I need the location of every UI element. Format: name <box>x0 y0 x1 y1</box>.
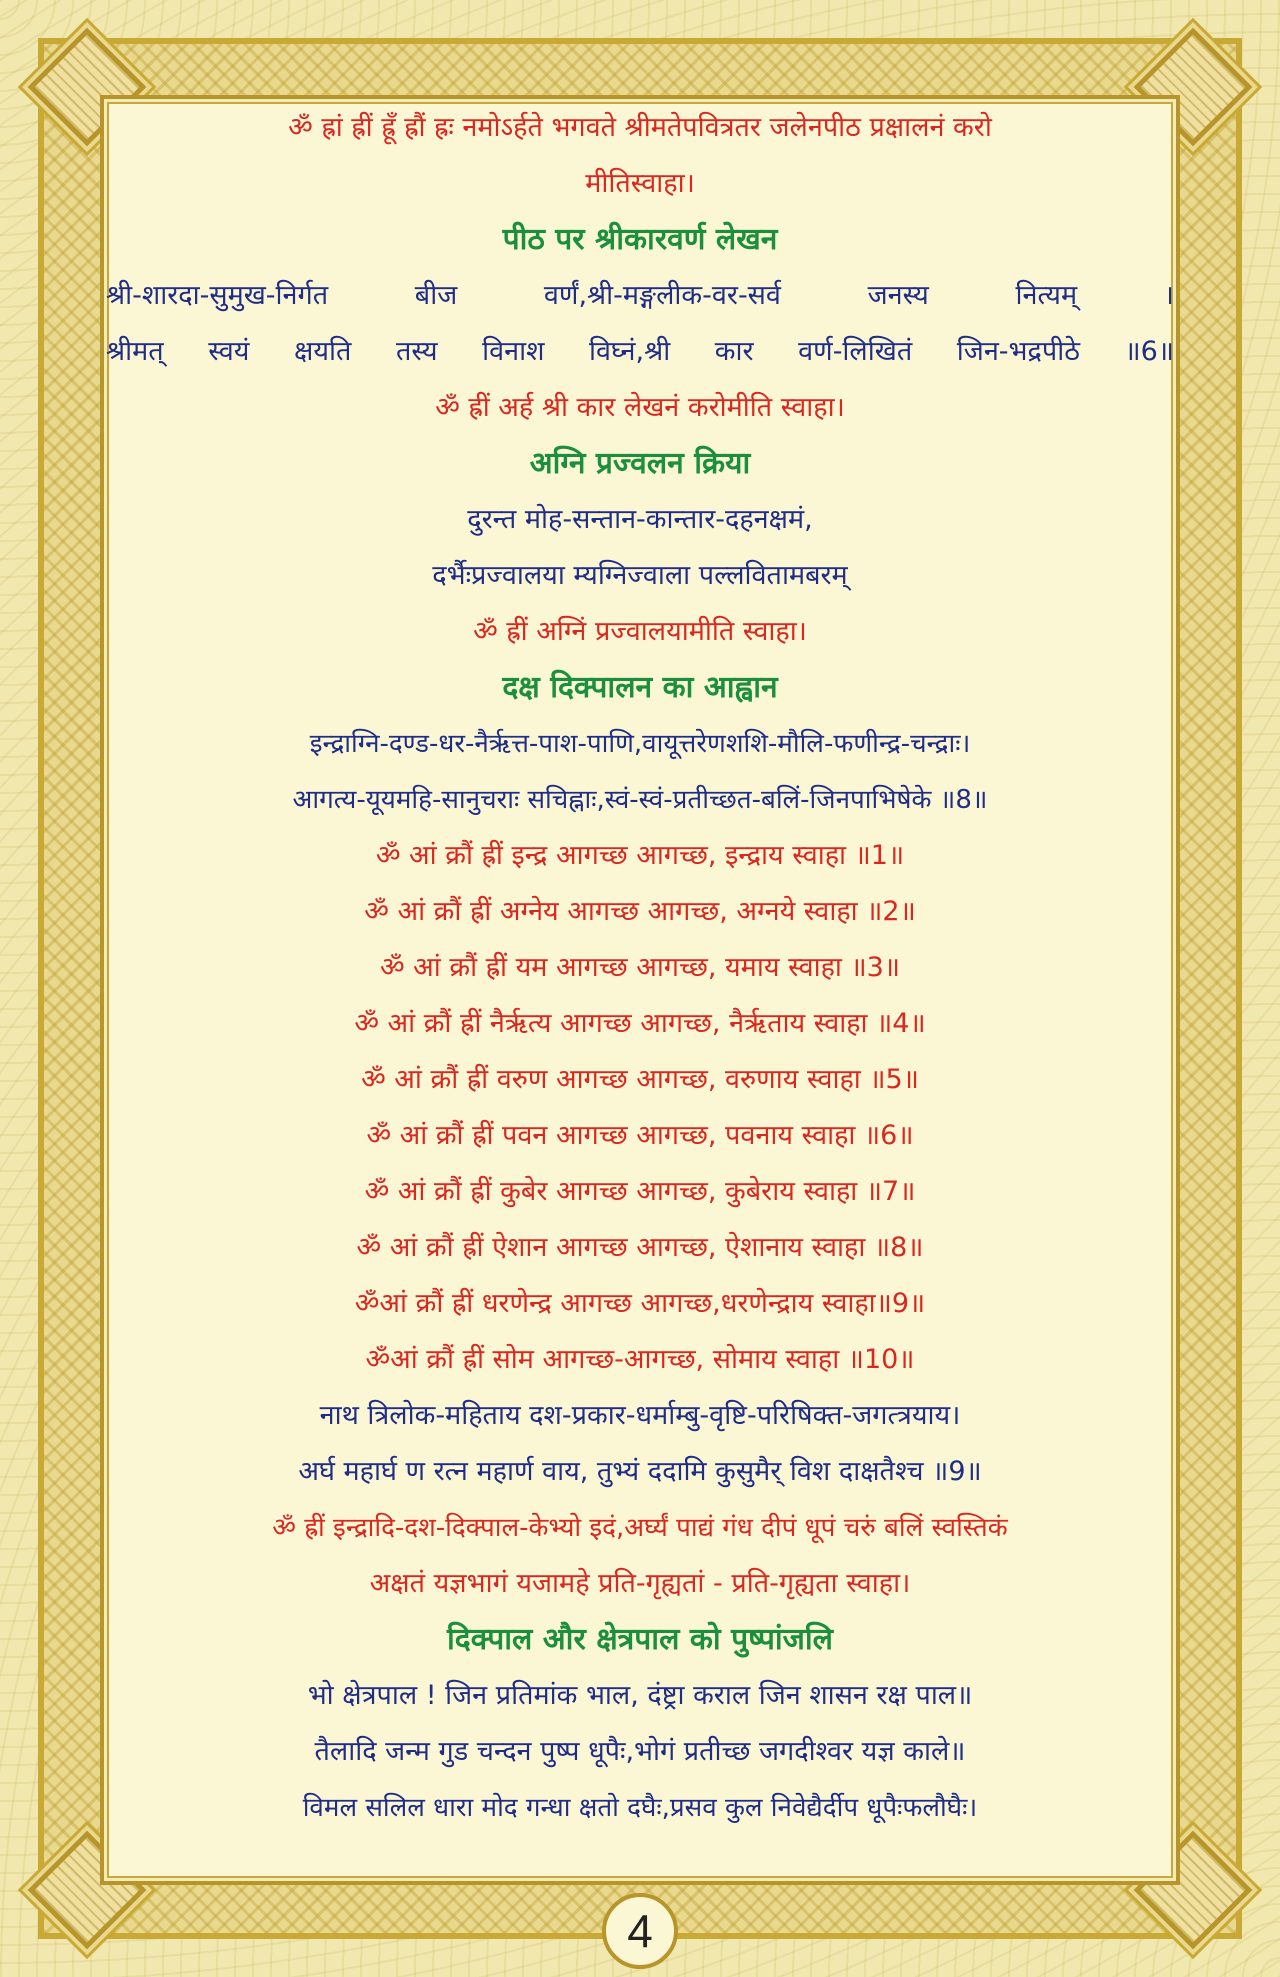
mantra-line: ॐ आं क्रौं ह्रीं यम आगच्छ आगच्छ, यमाय स्वाहा ॥3॥ <box>379 952 901 983</box>
mantra-line: ॐ आं क्रौं ह्रीं इन्द्र आगच्छ आगच्छ, इन्द्राय स्वाहा ॥1॥ <box>375 840 905 871</box>
mantra-line: ॐ आं क्रौं ह्रीं वरुण आगच्छ आगच्छ, वरुणाय स्वाहा ॥5॥ <box>361 1064 919 1095</box>
verse-line: अर्घ महार्घ ण रत्न महार्ण वाय, तुभ्यं ददामि कुसुमैर् विश दाक्षतैश्च ॥9॥ <box>298 1456 982 1487</box>
verse-line: तैलादि जन्म गुड चन्दन पुष्प धूपैः,भोगं प्रतीच्छ जगदीश्वर यज्ञ काले॥ <box>314 1736 966 1767</box>
mantra-line: ॐ ह्रीं अर्ह श्री कार लेखनं करोमीति स्वाहा। <box>435 392 845 423</box>
verse-line: श्रीमत् स्वयं क्षयति तस्य विनाश विघ्नं,श्री कार वर्ण-लिखितं जिन-भद्रपीठे ॥6॥ <box>106 336 1174 367</box>
mantra-line: ॐ ह्रीं इन्द्रादि-दश-दिक्पाल-केभ्यो इदं,अर्घ्यं पाद्यं गंध दीपं धूपं चरुं बलिं स्वस्तिकं <box>272 1513 1008 1543</box>
mantra-line: ॐ आं क्रौं ह्रीं नैर्ऋत्य आगच्छ आगच्छ, नैर्ऋताय स्वाहा ॥4॥ <box>354 1008 926 1039</box>
section-heading: दिक्पाल और क्षेत्रपाल को पुष्पांजलि <box>447 1622 833 1657</box>
verse-line: इन्द्राग्नि-दण्ड-धर-नैर्ऋत्त-पाश-पाणि,वायूत्तरेणशशि-मौलि-फणीन्द्र-चन्द्राः। <box>309 729 971 759</box>
mantra-line: ॐआं क्रौं ह्रीं सोम आगच्छ-आगच्छ, सोमाय स्वाहा ॥10॥ <box>365 1344 915 1375</box>
mantra-line: ॐ आं क्रौं ह्रीं कुबेर आगच्छ आगच्छ, कुबेराय स्वाहा ॥7॥ <box>364 1176 916 1207</box>
page-number-badge <box>602 1893 678 1969</box>
mantra-line: ॐ आं क्रौं ह्रीं ऐशान आगच्छ आगच्छ, ऐशानाय स्वाहा ॥8॥ <box>356 1232 924 1263</box>
verse-line: नाथ त्रिलोक-महिताय दश-प्रकार-धर्माम्बु-वृष्टि-परिषिक्त-जगत्त्रयाय। <box>319 1400 961 1431</box>
verse-line: दुरन्त मोह-सन्तान-कान्तार-दहनक्षमं, <box>467 504 813 535</box>
mantra-line: ॐ आं क्रौं ह्रीं पवन आगच्छ आगच्छ, पवनाय स्वाहा ॥6॥ <box>366 1120 914 1151</box>
section-heading: दक्ष दिक्पालन का आह्वान <box>502 670 778 705</box>
mantra-line: ॐ ह्रीं अग्निं प्रज्वालयामीति स्वाहा। <box>473 616 807 647</box>
mantra-line: मीतिस्वाहा। <box>585 168 695 199</box>
verse-line: भो क्षेत्रपाल ! जिन प्रतिमांक भाल, दंष्ट्रा कराल जिन शासन रक्ष पाल॥ <box>307 1680 973 1711</box>
section-heading: पीठ पर श्रीकारवर्ण लेखन <box>502 222 778 257</box>
section-heading: अग्नि प्रज्वलन क्रिया <box>529 446 751 481</box>
verse-line: दर्भैःप्रज्वालया म्यग्निज्वाला पल्लवितामबरम् <box>432 560 848 591</box>
page-number: 4 <box>627 1905 653 1957</box>
mantra-line: ॐ आं क्रौं ह्रीं अग्नेय आगच्छ आगच्छ, अग्नये स्वाहा ॥2॥ <box>364 896 916 927</box>
verse-line: श्री-शारदा-सुमुख-निर्गत बीज वर्णं,श्री-मङ्गलीक-वर-सर्व जनस्य नित्यम् । <box>106 280 1174 311</box>
mantra-line: अक्षतं यज्ञभागं यजामहे प्रति-गृह्यतां - प्रति-गृह्यता स्वाहा। <box>369 1568 911 1599</box>
verse-line: आगत्य-यूयमहि-सानुचराः सचिह्नाः,स्वं-स्वं-प्रतीच्छत-बलिं-जिनपाभिषेके ॥8॥ <box>292 785 988 815</box>
mantra-line: ॐआं क्रौं ह्रीं धरणेन्द्र आगच्छ आगच्छ,धरणेन्द्राय स्वाहा॥9॥ <box>354 1288 926 1319</box>
page-content <box>104 100 1176 1836</box>
verse-line: विमल सलिल धारा मोद गन्धा क्षतो दघैः,प्रसव कुल निवेद्यैर्दीप धूपैःफलौघैः। <box>302 1793 978 1823</box>
mantra-line: ॐ ह्रां ह्रीं ह्रूँ ह्रौं ह्रः नमोऽर्हते भगवते श्रीमतेपवित्रतर जलेनपीठ प्रक्षालनं करो <box>288 112 992 143</box>
